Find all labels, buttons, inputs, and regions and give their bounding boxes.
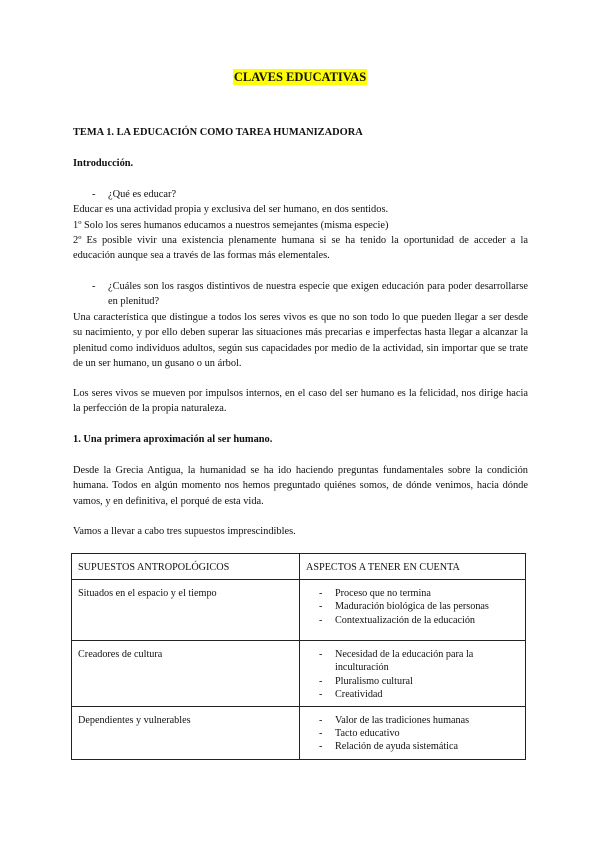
section-heading: 1. Una primera aproximación al ser humano. [73, 434, 273, 445]
question-distinctive-traits: ¿Cuáles son los rasgos distintivos de nuestra especie que exigen educación para poder desarrollarse en plenitud? [108, 281, 528, 308]
table-cell-label: Situados en el espacio y el tiempo [72, 580, 300, 641]
table-cell-list [300, 641, 526, 707]
paragraph: Vamos a llevar a cabo tres supuestos imprescindibles. [73, 526, 296, 537]
table-header-row [72, 554, 526, 580]
paragraph: Una característica que distingue a todos los seres vivos es que no son todo lo que pueden llegar a ser desde su nacimiento, y por ello deben superar las situaciones más precarias e imperfectas hasta llegar a alcanzar la plenitud como individuos adultos, según sus capacidades por medio de la actividad, sin importar que se trate de un ser humano, un gusano o un árbol. [73, 312, 528, 370]
paragraph: 2º Es posible vivir una existencia plenamente humana si se ha tenido la oportunidad de acceder a la educación aunque sea a través de las formas más elementales. [73, 235, 528, 262]
list-item: - Relación de ayuda sistemática [306, 740, 519, 753]
table-header-cell: ASPECTOS A TENER EN CUENTA [300, 554, 526, 580]
table-header-cell: SUPUESTOS ANTROPOLÓGICOS [72, 554, 300, 580]
paragraph: Desde la Grecia Antigua, la humanidad se ha ido haciendo preguntas fundamentales sobre la condición humana. Todos en algún momento nos hemos preguntado quiénes somos, de dónde venimos, hacia dónde vamos, y en definitiva, el porqué de esta vida. [73, 465, 528, 507]
list-item: - Contextualización de la educación [306, 614, 519, 627]
table-row [72, 641, 526, 707]
intro-heading: Introducción. [73, 158, 134, 169]
document-title: CLAVES EDUCATIVAS [233, 70, 367, 84]
list-item: - Proceso que no termina [306, 587, 519, 600]
bullet-dash: - [92, 189, 96, 200]
list-item: - Maduración biológica de las personas [306, 600, 519, 613]
table-cell-label: Dependientes y vulnerables [72, 707, 300, 760]
list-item: - Valor de las tradiciones humanas [306, 714, 519, 727]
assumptions-table [71, 553, 526, 760]
table-row [72, 707, 526, 760]
title-container [0, 69, 600, 86]
table-cell-label: Creadores de cultura [72, 641, 300, 707]
list-item: - Necesidad de la educación para la inculturación [306, 648, 519, 674]
table-row [72, 580, 526, 641]
paragraph: Los seres vivos se mueven por impulsos internos, en el caso del ser humano es la felicidad, nos dirige hacia la perfección de la propia naturaleza. [73, 388, 528, 415]
list-item: - Creatividad [306, 688, 519, 701]
paragraph: Educar es una actividad propia y exclusiva del ser humano, en dos sentidos. [73, 204, 389, 215]
bullet-dash: - [92, 281, 96, 292]
list-item: - Pluralismo cultural [306, 675, 519, 688]
list-item: - Tacto educativo [306, 727, 519, 740]
question-what-is-educating: ¿Qué es educar? [108, 189, 177, 200]
table-cell-list [300, 707, 526, 760]
paragraph: 1º Solo los seres humanos educamos a nuestros semejantes (misma especie) [73, 220, 389, 231]
table-cell-list [300, 580, 526, 641]
topic-heading: TEMA 1. LA EDUCACIÓN COMO TAREA HUMANIZADORA [73, 127, 363, 138]
